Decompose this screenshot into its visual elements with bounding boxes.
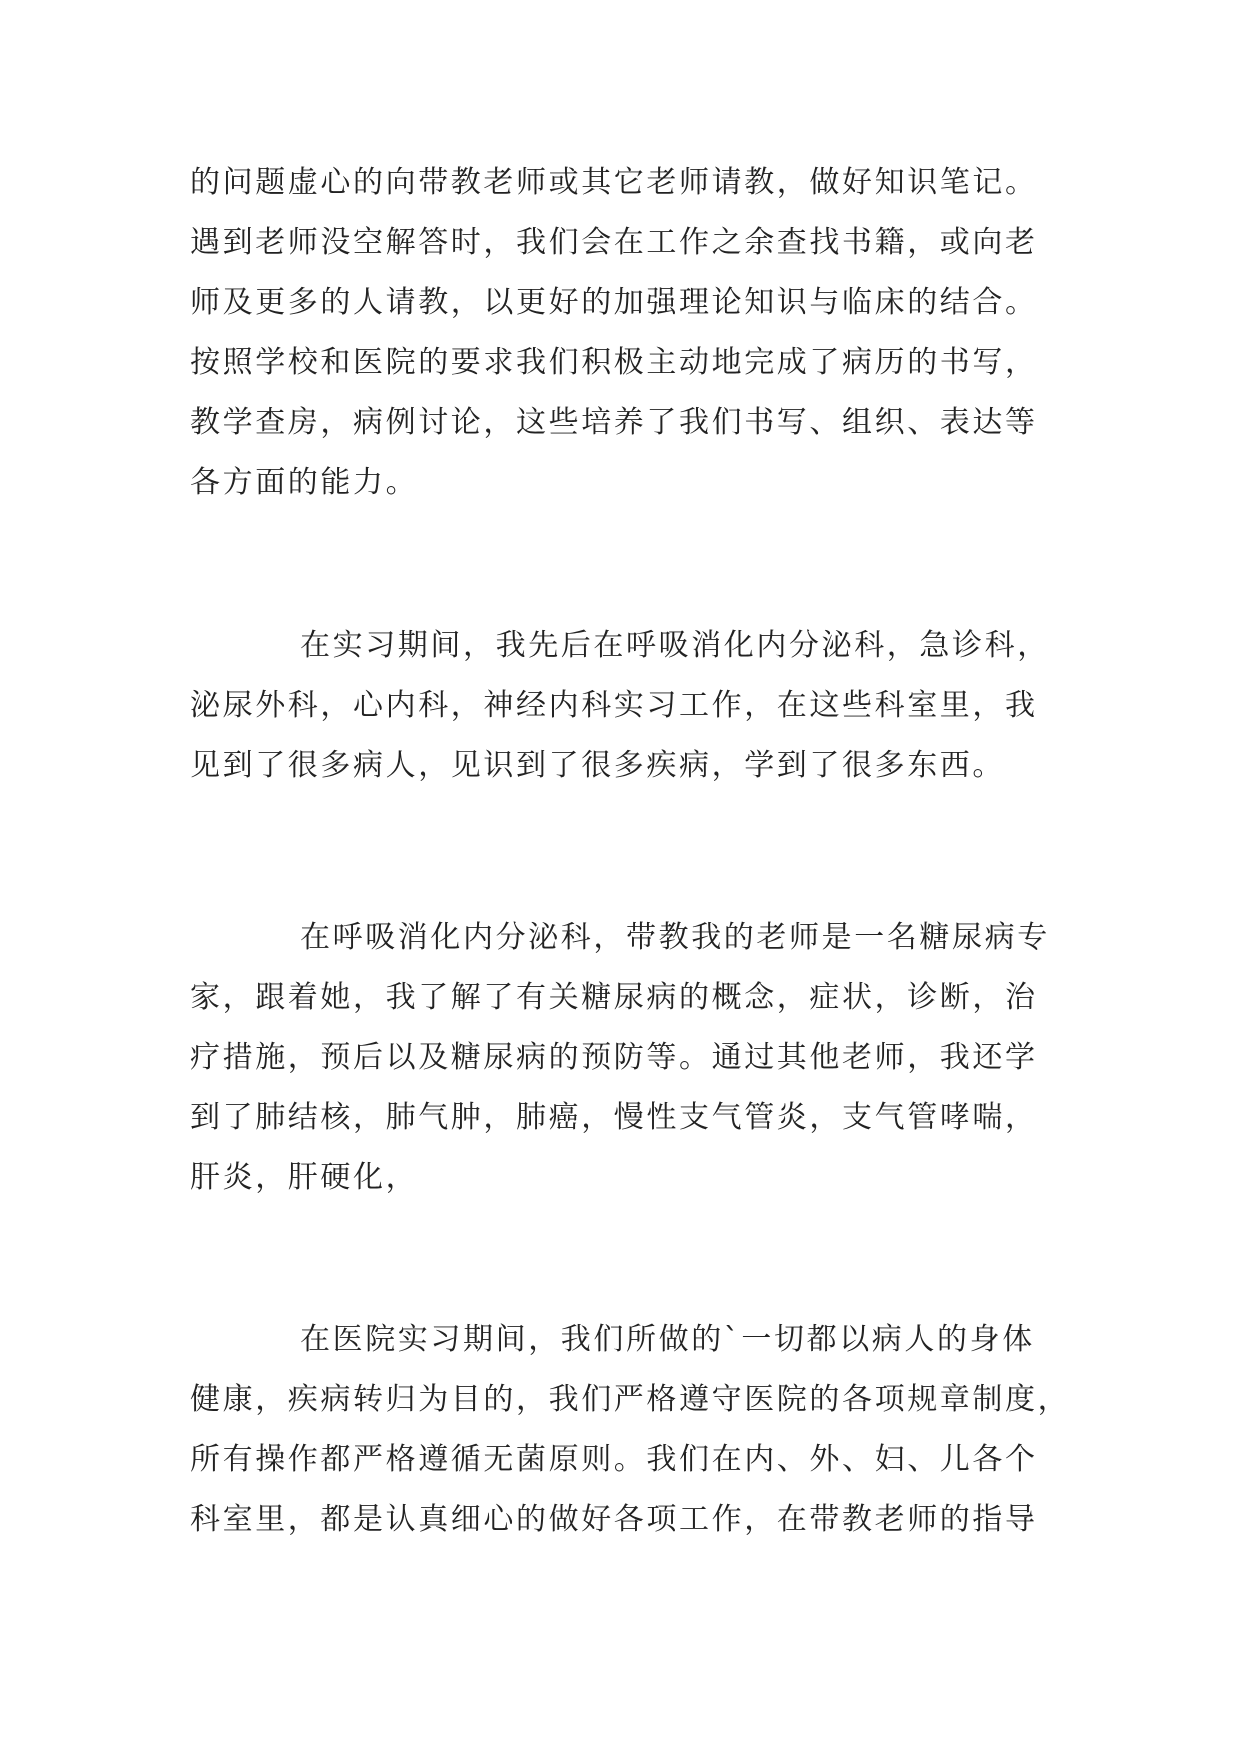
text-line: 泌尿外科，心内科，神经内科实习工作，在这些科室里，我	[190, 688, 1038, 723]
text-line: 各方面的能力。	[190, 465, 419, 500]
text-line: 按照学校和医院的要求我们积极主动地完成了病历的书写，	[190, 345, 1038, 380]
text-line: 见到了很多病人，见识到了很多疾病，学到了很多东西。	[190, 748, 1005, 783]
text-line: 肝炎，肝硬化，	[190, 1160, 419, 1195]
text-line: 的问题虚心的向带教老师或其它老师请教，做好知识笔记。	[190, 165, 1038, 200]
text-line: 所有操作都严格遵循无菌原则。我们在内、外、妇、儿各个	[190, 1442, 1038, 1477]
text-line: 教学查房，病例讨论，这些培养了我们书写、组织、表达等	[190, 405, 1038, 440]
text-line: 疗措施，预后以及糖尿病的预防等。通过其他老师，我还学	[190, 1040, 1038, 1075]
text-line: 师及更多的人请教，以更好的加强理论知识与临床的结合。	[190, 285, 1038, 320]
text-line: 到了肺结核，肺气肿，肺癌，慢性支气管炎，支气管哮喘，	[190, 1100, 1038, 1135]
text-line: 家，跟着她，我了解了有关糖尿病的概念，症状，诊断，治	[190, 980, 1038, 1015]
text-line: 科室里，都是认真细心的做好各项工作，在带教老师的指导	[190, 1502, 1038, 1537]
text-line: 在呼吸消化内分泌科，带教我的老师是一名糖尿病专	[300, 920, 1050, 955]
text-line: 健康，疾病转归为目的，我们严格遵守医院的各项规章制度，	[190, 1382, 1071, 1417]
text-line: 在医院实习期间，我们所做的`一切都以病人的身体	[300, 1322, 1035, 1357]
text-line: 在实习期间，我先后在呼吸消化内分泌科，急诊科，	[300, 628, 1050, 663]
text-line: 遇到老师没空解答时，我们会在工作之余查找书籍，或向老	[190, 225, 1038, 260]
